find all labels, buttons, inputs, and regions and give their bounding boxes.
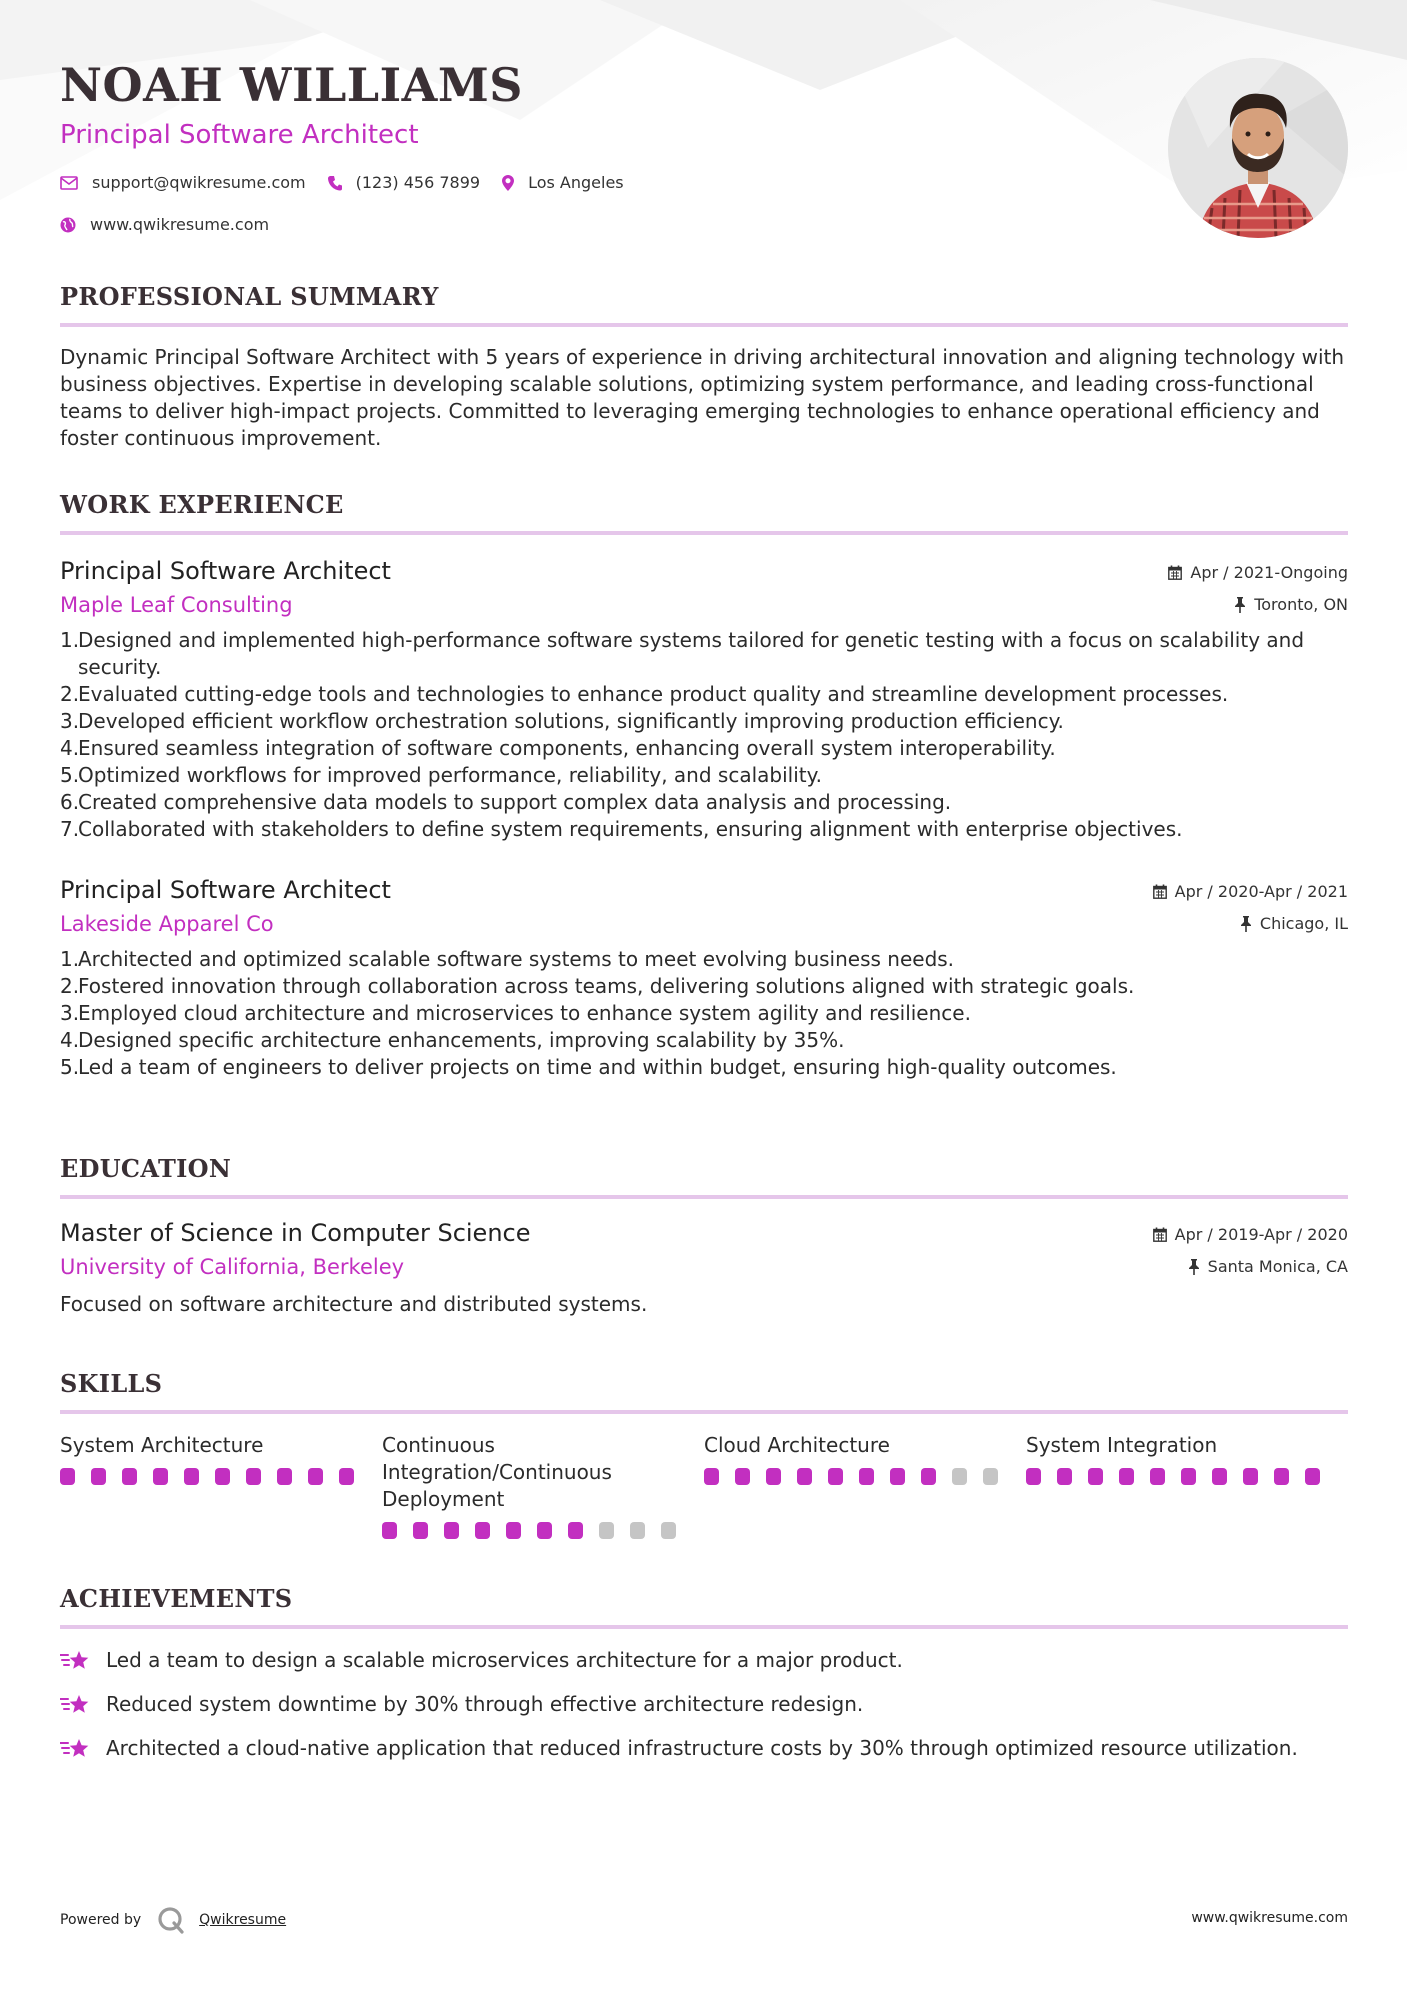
job-title: Principal Software Architect [60,557,391,585]
pin-icon [1234,597,1246,613]
profile-photo [1168,58,1348,238]
skill-dot-empty [983,1468,998,1485]
skill-item [382,1432,704,1539]
section-divider [60,1410,1348,1414]
brand-link[interactable]: Qwikresume [199,1912,287,1928]
globe-icon [60,217,76,233]
skill-dot-filled [537,1522,552,1539]
degree-title: Master of Science in Computer Science [60,1219,531,1247]
job-title: Principal Software Architect [60,876,391,904]
job-header [60,876,1348,946]
job-bullets [60,627,1348,843]
skill-dot-filled [246,1468,261,1485]
summary-heading: PROFESSIONAL SUMMARY [60,282,439,311]
experience-heading: WORK EXPERIENCE [60,490,344,519]
pin-icon [1188,1259,1200,1275]
skill-dot-empty [599,1522,614,1539]
skill-dot-filled [797,1468,812,1485]
list-item: 4. Designed specific architecture enhancements, improving scalability by 35%. [60,1028,845,1052]
section-divider [60,1625,1348,1629]
skill-dot-filled [60,1468,75,1485]
contact-row-primary [60,173,646,192]
powered-by-label: Powered by [60,1912,142,1928]
job-header [60,557,1348,627]
skill-rating [382,1522,704,1539]
job-company: Lakeside Apparel Co [60,912,274,936]
skill-dot-filled [921,1468,936,1485]
skill-dot-filled [475,1522,490,1539]
job-date [1168,563,1348,582]
job-entry [60,557,1348,843]
page-footer [60,1902,1348,1932]
job-location-text: Toronto, ON [1254,595,1348,614]
list-item: 3. Employed cloud architecture and microservices to enhance system agility and resilience. [60,1001,971,1025]
skill-rating [704,1468,1026,1485]
skill-item [1026,1432,1348,1539]
section-divider [60,323,1348,327]
education-location [1188,1257,1348,1276]
avatar-illustration [1168,58,1348,238]
skill-dot-filled [1150,1468,1165,1485]
skill-dot-filled [1212,1468,1227,1485]
skill-dot-filled [153,1468,168,1485]
skills-heading: SKILLS [60,1369,163,1398]
job-date-text: Apr / 2021-Ongoing [1190,563,1348,582]
skill-dot-filled [1181,1468,1196,1485]
achievements-section [60,1584,1348,1779]
list-item: 7. Collaborated with stakeholders to define system requirements, ensuring alignment with enterprise objectives. [60,817,1183,841]
list-item: 1. Designed and implemented high-performance software systems tailored for genetic testing with a focus on scalability and security. [60,628,1305,679]
calendar-icon [1153,884,1167,899]
skill-dot-filled [828,1468,843,1485]
job-company: Maple Leaf Consulting [60,593,293,617]
candidate-name: NOAH WILLIAMS [60,58,523,112]
summary-section [60,282,1348,452]
skill-dot-filled [735,1468,750,1485]
email-text: support@qwikresume.com [92,173,306,192]
education-description: Focused on software architecture and distributed systems. [60,1292,648,1316]
skill-item [60,1432,382,1539]
achievements-heading: ACHIEVEMENTS [60,1584,293,1613]
skill-rating [60,1468,382,1485]
contact-website[interactable] [60,215,269,234]
shooting-star-icon [60,1649,90,1673]
skill-dot-filled [1274,1468,1289,1485]
contact-row-secondary [60,215,291,234]
education-date-text: Apr / 2019-Apr / 2020 [1174,1225,1348,1244]
skill-dot-filled [1119,1468,1134,1485]
job-date-text: Apr / 2020-Apr / 2021 [1174,882,1348,901]
skill-item [704,1432,1026,1539]
location-text: Los Angeles [528,173,624,192]
skill-dot-filled [568,1522,583,1539]
achievement-item [60,1735,1348,1762]
list-item: 3. Developed efficient workflow orchestration solutions, significantly improving production efficiency. [60,709,1064,733]
achievement-item [60,1647,1348,1674]
skill-name: System Architecture [60,1433,264,1457]
location-pin-icon [502,175,514,191]
skill-dot-filled [1305,1468,1320,1485]
job-date [1153,882,1348,901]
education-section [60,1154,1348,1318]
education-header [60,1219,1348,1289]
job-bullets [60,946,1348,1081]
skill-name: System Integration [1026,1433,1218,1457]
contact-phone[interactable] [328,173,480,192]
achievement-text: Architected a cloud-native application that reduced infrastructure costs by 30% through optimized resource utilization. [106,1736,1298,1760]
calendar-icon [1168,565,1182,580]
skill-dot-filled [413,1522,428,1539]
list-item: 4. Ensured seamless integration of software components, enhancing overall system interoperability. [60,736,1056,760]
qwikresume-logo-icon [157,1906,185,1934]
skill-dot-filled [339,1468,354,1485]
calendar-icon [1153,1227,1167,1242]
website-text: www.qwikresume.com [90,215,270,234]
skill-rating [1026,1468,1348,1485]
achievement-item [60,1691,1348,1718]
list-item: 6. Created comprehensive data models to support complex data analysis and processing. [60,790,952,814]
contact-email[interactable] [60,173,306,192]
skills-grid [60,1432,1348,1539]
skill-dot-filled [1057,1468,1072,1485]
email-icon [60,176,78,190]
section-divider [60,531,1348,535]
list-item: 5. Led a team of engineers to deliver projects on time and within budget, ensuring high-quality outcomes. [60,1055,1117,1079]
footer-url[interactable]: www.qwikresume.com [1191,1910,1348,1926]
skill-dot-filled [277,1468,292,1485]
job-location [1240,914,1348,933]
contact-location [502,173,624,192]
phone-icon [328,175,342,191]
phone-text: (123) 456 7899 [355,173,481,192]
skill-dot-filled [308,1468,323,1485]
skill-dot-filled [444,1522,459,1539]
skill-dot-filled [382,1522,397,1539]
skill-dot-filled [1243,1468,1258,1485]
job-entry [60,876,1348,1081]
experience-section [60,490,1348,843]
powered-by [60,1906,286,1934]
school-name: University of California, Berkeley [60,1255,405,1279]
job-location [1234,595,1348,614]
skill-dot-filled [122,1468,137,1485]
skills-section [60,1369,1348,1539]
shooting-star-icon [60,1737,90,1761]
skill-dot-filled [506,1522,521,1539]
job-location-text: Chicago, IL [1259,914,1348,933]
skill-dot-filled [890,1468,905,1485]
candidate-role: Principal Software Architect [60,120,419,150]
education-location-text: Santa Monica, CA [1207,1257,1348,1276]
skill-dot-empty [630,1522,645,1539]
achievement-text: Reduced system downtime by 30% through effective architecture redesign. [106,1692,864,1716]
achievements-list [60,1647,1348,1762]
achievement-text: Led a team to design a scalable microservices architecture for a major product. [106,1648,903,1672]
list-item: 5. Optimized workflows for improved performance, reliability, and scalability. [60,763,822,787]
skill-name: Continuous Integration/Continuous Deployment [382,1433,612,1511]
skill-dot-empty [952,1468,967,1485]
summary-text: Dynamic Principal Software Architect with 5 years of experience in driving architectural innovation and aligning technology with business objectives. Expertise in developing scalable solutions, optimizing system performance, and leading cross-functional teams to deliver high-impact projects. Committed to leveraging emerging technologies to enhance operational efficiency and foster continuous improvement. [60,345,1345,450]
education-heading: EDUCATION [60,1154,232,1183]
pin-icon [1240,916,1252,932]
skill-dot-filled [1088,1468,1103,1485]
skill-dot-empty [661,1522,676,1539]
skill-dot-filled [184,1468,199,1485]
skill-dot-filled [91,1468,106,1485]
list-item: 2. Evaluated cutting-edge tools and technologies to enhance product quality and streamline development processes. [60,682,1229,706]
skill-dot-filled [1026,1468,1041,1485]
skill-dot-filled [704,1468,719,1485]
skill-dot-filled [859,1468,874,1485]
skill-dot-filled [766,1468,781,1485]
skill-dot-filled [215,1468,230,1485]
skill-name: Cloud Architecture [704,1433,890,1457]
shooting-star-icon [60,1693,90,1717]
list-item: 2. Fostered innovation through collaboration across teams, delivering solutions aligned with strategic goals. [60,974,1135,998]
education-date [1153,1225,1348,1244]
list-item: 1. Architected and optimized scalable software systems to meet evolving business needs. [60,947,955,971]
section-divider [60,1195,1348,1199]
